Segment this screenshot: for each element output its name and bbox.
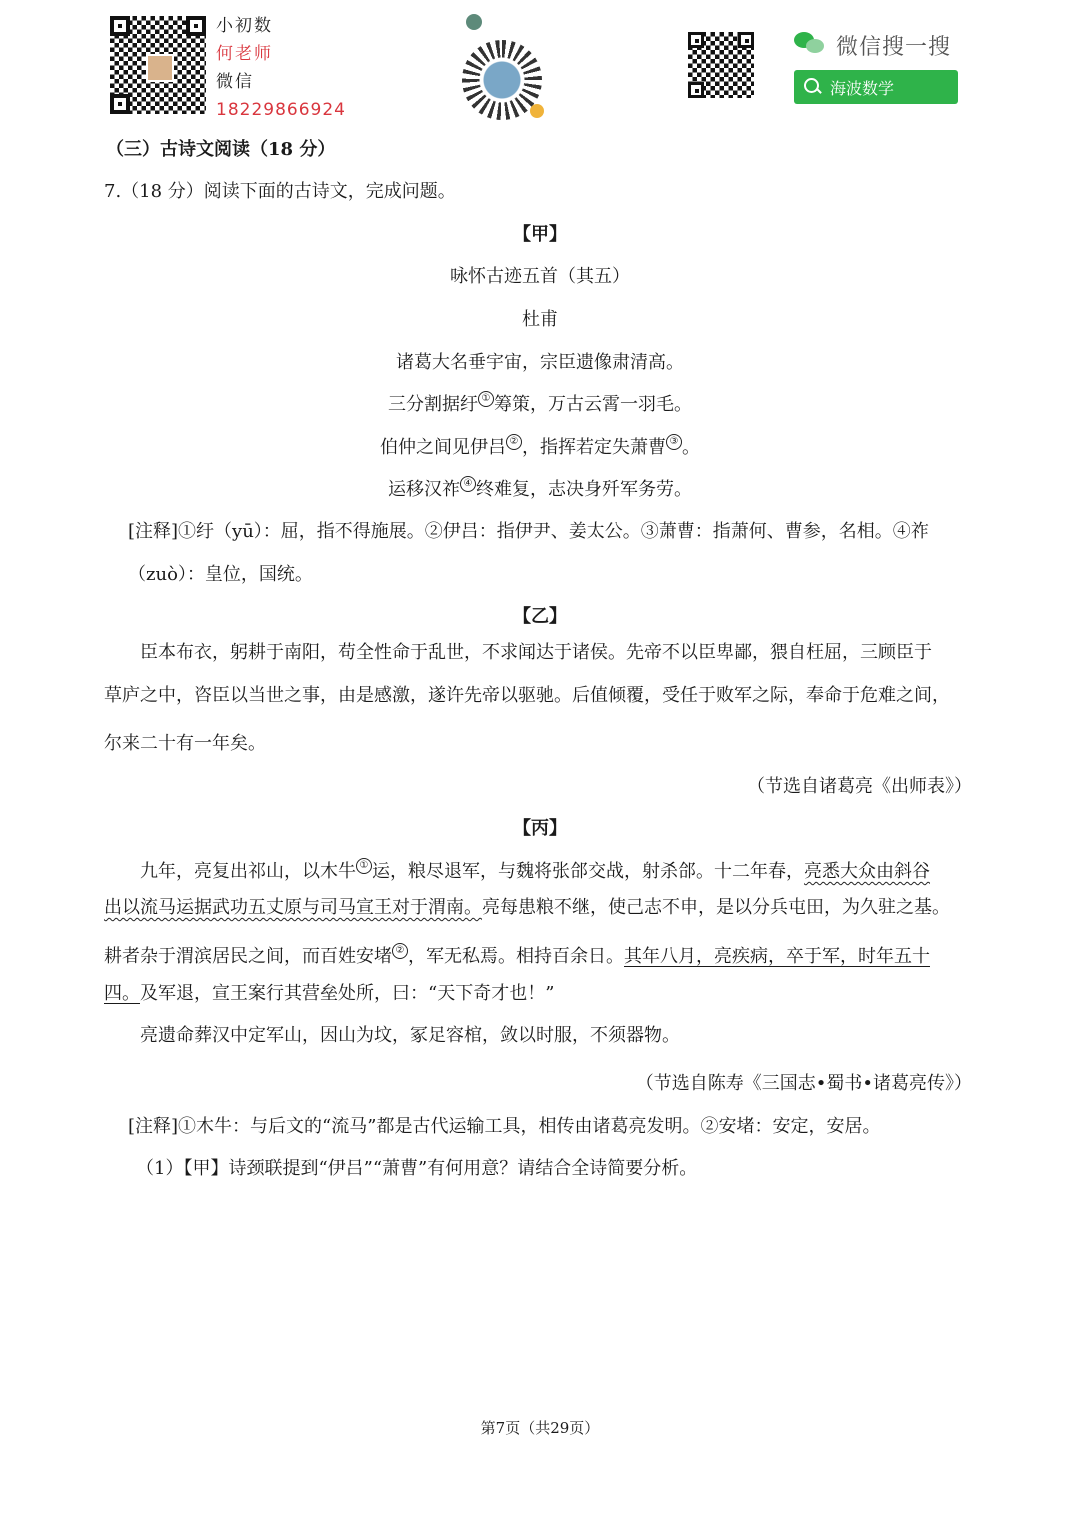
contact-phone: 18229866924 bbox=[216, 100, 346, 120]
underlined-text: 其年八月，亮疾病，卒于军，时年五十 bbox=[624, 946, 930, 967]
poem-line-4: 运移汉祚 ④ 终难复，志决身歼军务劳。 bbox=[388, 478, 692, 500]
footnote-marker: ① bbox=[478, 391, 494, 407]
jia-note-line-1: [注释]①纡（yū）：屈，指不得施展。②伊吕：指伊尹、姜太公。③萧曹：指萧何、曹参，名相。④祚 bbox=[128, 521, 929, 542]
yi-line-1: 臣本布衣，躬耕于南阳，苟全性命于乱世，不求闻达于诸侯。先帝不以臣卑鄙，猥自枉屈，三顾臣于 bbox=[140, 642, 932, 663]
qr-code-right bbox=[688, 32, 754, 98]
contact-line-1: 小初数 bbox=[216, 16, 273, 36]
wavy-underlined-text: 亮悉大众由斜谷 bbox=[804, 861, 930, 882]
qr-code-left bbox=[110, 16, 206, 114]
mini-program-logo-icon bbox=[466, 14, 482, 30]
poem-line-2: 三分割据纡 ① 筹策，万古云霄一羽毛。 bbox=[388, 393, 692, 415]
poem-line-1: 诸葛大名垂宇宙，宗臣遗像肃清高。 bbox=[396, 352, 684, 373]
bing-line-1: 九年，亮复出祁山，以木牛 ① 运，粮尽退军，与魏将张郃交战，射杀郃。十二年春，亮悉大众由斜谷 bbox=[140, 860, 930, 882]
wechat-search-button[interactable] bbox=[794, 70, 958, 104]
section-title: （三）古诗文阅读（18 分） bbox=[106, 139, 336, 160]
poem-author: 杜甫 bbox=[522, 309, 558, 330]
page-footer: 第7页（共29页） bbox=[480, 1419, 600, 1437]
bing-line-2: 出以流马运据武功五丈原与司马宣王对于渭南。亮每患粮不继，使己志不申，是以分兵屯田，为久驻之基。 bbox=[104, 897, 950, 918]
yi-label: 【乙】 bbox=[513, 606, 567, 627]
yi-source: （节选自诸葛亮《出师表》） bbox=[747, 776, 972, 797]
footnote-marker: ② bbox=[392, 943, 408, 959]
poem-line-3: 伯仲之间见伊吕 ② ，指挥若定失萧曹 ③ 。 bbox=[380, 436, 700, 458]
search-icon-handle bbox=[816, 88, 822, 94]
bing-line-5: 亮遗命葬汉中定军山，因山为坟，冢足容棺，敛以时服，不须器物。 bbox=[140, 1025, 680, 1046]
yi-line-2: 草庐之中，咨臣以当世之事，由是感激，遂许先帝以驱驰。后值倾覆，受任于败军之际，奉命于危难之间， bbox=[104, 685, 950, 706]
footnote-marker: ③ bbox=[666, 434, 682, 450]
footnote-marker: ② bbox=[506, 434, 522, 450]
sub-question-1: （1）【甲】诗颈联提到“伊吕”“萧曹”有何用意？请结合全诗简要分析。 bbox=[136, 1158, 698, 1179]
bing-line-3: 耕者杂于渭滨居民之间，而百姓安堵 ② ，军无私焉。相持百余日。其年八月，亮疾病，卒于军，时年五十 bbox=[104, 945, 930, 967]
wavy-underlined-text: 出以流马运据武功五丈原与司马宣王对于渭南。 bbox=[104, 897, 482, 918]
avatar bbox=[146, 54, 174, 82]
question-intro: 7.（18 分）阅读下面的古诗文，完成问题。 bbox=[104, 181, 456, 202]
jia-note-line-2: （zuò）：皇位，国统。 bbox=[128, 564, 313, 585]
wechat-search-title: 微信搜一搜 bbox=[836, 35, 952, 60]
bing-line-4: 四。及军退，宣王案行其营垒处所，曰：“天下奇才也！” bbox=[104, 983, 555, 1004]
contact-info bbox=[216, 12, 346, 124]
mini-program-badge-icon bbox=[530, 104, 544, 118]
footnote-marker: ④ bbox=[460, 476, 476, 492]
yi-line-3: 尔来二十有一年矣。 bbox=[104, 733, 266, 754]
contact-line-3: 微信 bbox=[216, 72, 254, 92]
bing-label: 【丙】 bbox=[513, 818, 567, 839]
bing-note: [注释]①木牛：与后文的“流马”都是古代运输工具，相传由诸葛亮发明。②安堵：安定，安居。 bbox=[128, 1116, 881, 1137]
footnote-marker: ① bbox=[356, 858, 372, 874]
contact-line-2: 何老师 bbox=[216, 44, 273, 64]
jia-label: 【甲】 bbox=[513, 224, 567, 245]
wechat-search-query: 海波数学 bbox=[830, 79, 895, 98]
bing-source: （节选自陈寿《三国志•蜀书•诸葛亮传》） bbox=[635, 1073, 972, 1094]
underlined-text: 四。 bbox=[104, 983, 140, 1004]
poem-title: 咏怀古迹五首（其五） bbox=[450, 266, 630, 287]
wechat-icon bbox=[794, 30, 824, 56]
